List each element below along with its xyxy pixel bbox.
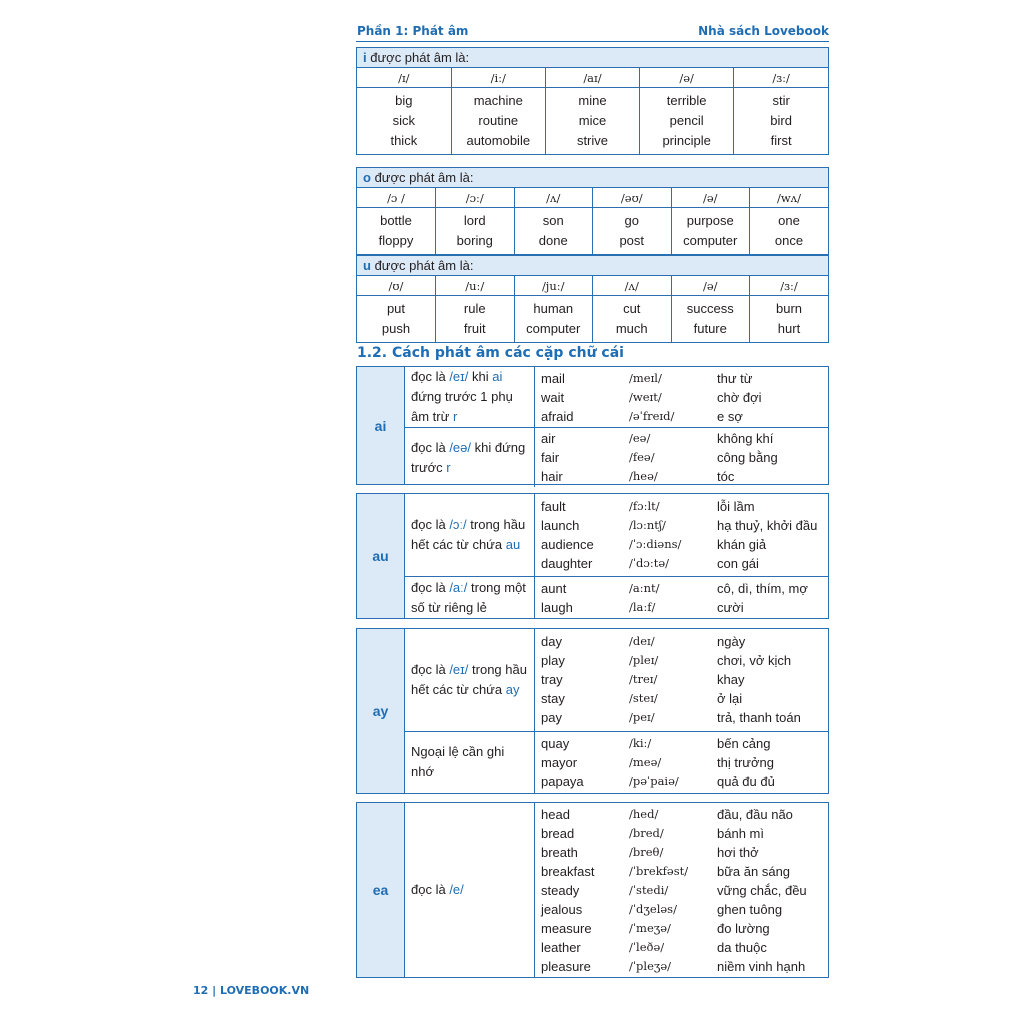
- vietnamese-meaning: chờ đợi: [717, 389, 762, 405]
- ipa-cell: /ɔ /: [357, 188, 436, 208]
- example-word: much: [615, 321, 648, 336]
- example-row: [541, 734, 828, 753]
- example-word: measure: [541, 920, 592, 936]
- example-row: [541, 862, 828, 881]
- ipa-row: [357, 276, 828, 296]
- ipa-transcription: /kiː/: [629, 735, 652, 750]
- example-word: success: [686, 301, 734, 316]
- example-row: [541, 516, 828, 535]
- ipa-transcription: /eə/: [629, 431, 651, 445]
- ipa-cell: /iː/: [451, 68, 545, 88]
- example-row: [541, 388, 828, 407]
- ipa-row: [357, 68, 828, 88]
- ipa-transcription: /steɪ/: [629, 691, 658, 706]
- example-row: [541, 407, 828, 426]
- word-cell: [436, 208, 515, 255]
- ipa-cell: /ə/: [671, 276, 750, 296]
- ipa-transcription: /əˈfreɪd/: [629, 408, 675, 423]
- word-cell: [640, 88, 734, 155]
- ipa-transcription: /pəˈpaiə/: [629, 773, 679, 788]
- vietnamese-meaning: khay: [717, 672, 745, 688]
- example-row: [541, 919, 828, 938]
- example-word: done: [538, 233, 568, 248]
- example-row: [541, 824, 828, 843]
- ipa-transcription: /ˈdʒeləs/: [629, 901, 677, 916]
- ipa-transcription: /peɪ/: [629, 710, 655, 725]
- example-word: air: [541, 431, 556, 446]
- rule-group: [405, 803, 828, 977]
- example-row: [541, 651, 828, 670]
- example-word: once: [774, 233, 804, 248]
- example-word: breakfast: [541, 863, 595, 879]
- vietnamese-meaning: da thuộc: [717, 939, 767, 955]
- pair-box-ai: [356, 366, 829, 485]
- example-list: [535, 577, 828, 618]
- ipa-cell: /aɪ/: [545, 68, 639, 88]
- example-word: wait: [541, 389, 565, 405]
- word-cell: [593, 208, 672, 255]
- pair-label: ea: [357, 803, 405, 977]
- example-row: [541, 753, 828, 772]
- example-row: [541, 598, 828, 617]
- word-cell: [734, 88, 828, 155]
- example-word: steady: [541, 882, 580, 898]
- example-word: go: [624, 213, 639, 228]
- example-word: afraid: [541, 408, 574, 424]
- word-cell: [545, 88, 639, 155]
- example-word: boring: [456, 233, 493, 248]
- ipa-transcription: /fɔːlt/: [629, 499, 660, 513]
- example-word: jealous: [541, 901, 583, 917]
- example-word: burn: [775, 301, 803, 316]
- example-word: mice: [578, 113, 607, 128]
- ipa-transcription: /lɔːntʃ/: [629, 518, 666, 532]
- example-word: hurt: [777, 321, 801, 336]
- example-row: [541, 843, 828, 862]
- example-word: launch: [541, 518, 580, 533]
- word-cell: [514, 296, 593, 343]
- ipa-transcription: /breθ/: [629, 844, 664, 859]
- ipa-transcription: /laːf/: [629, 599, 656, 614]
- example-list: [535, 629, 828, 731]
- example-word: pay: [541, 710, 562, 726]
- ipa-transcription: /ˈleðə/: [629, 939, 665, 954]
- vietnamese-meaning: chơi, vở kịch: [717, 653, 792, 669]
- example-word: bottle: [380, 213, 412, 228]
- ipa-transcription: /feə/: [629, 450, 655, 464]
- example-word: pleasure: [541, 958, 591, 974]
- example-word: lord: [463, 213, 486, 228]
- example-word: hair: [541, 469, 563, 484]
- vietnamese-meaning: bữa ăn sáng: [717, 863, 791, 879]
- word-cell: [593, 296, 672, 343]
- ipa-cell: /juː/: [514, 276, 593, 296]
- word-cell: [357, 88, 451, 155]
- ipa-transcription: /treɪ/: [629, 672, 658, 687]
- vietnamese-meaning: thư từ: [717, 370, 753, 386]
- example-row: [541, 497, 828, 516]
- vietnamese-meaning: vững chắc, đều: [717, 882, 807, 898]
- example-word: fair: [541, 450, 560, 465]
- pair-box-au: [356, 493, 829, 619]
- pronunciation-rule: đọc là /eɪ/ trong hầu hết các từ chứa ay: [405, 629, 535, 731]
- example-row: [541, 938, 828, 957]
- ipa-cell: /uː/: [436, 276, 515, 296]
- example-word: big: [395, 93, 413, 108]
- vietnamese-meaning: lỗi lầm: [717, 499, 755, 514]
- example-word: leather: [541, 939, 581, 955]
- page-footer: 12 | LOVEBOOK.VN: [193, 984, 310, 997]
- pair-label: ay: [357, 629, 405, 793]
- example-word: fault: [541, 499, 566, 514]
- example-word: mine: [578, 93, 607, 108]
- word-row: [357, 296, 828, 343]
- example-word: fruit: [463, 321, 486, 336]
- example-word: strive: [576, 133, 608, 148]
- vietnamese-meaning: ngày: [717, 634, 746, 650]
- pair-box-ea: [356, 802, 829, 978]
- example-word: head: [541, 806, 570, 822]
- example-word: principle: [662, 133, 711, 148]
- ipa-transcription: /pleɪ/: [629, 653, 659, 668]
- pair-label: ai: [357, 367, 405, 484]
- pronunciation-rule: đọc là /aː/ trong một số từ riêng lẻ: [405, 577, 535, 618]
- word-row: [357, 208, 828, 255]
- example-word: human: [533, 301, 574, 316]
- example-list: [535, 732, 828, 793]
- word-cell: [514, 208, 593, 255]
- example-row: [541, 689, 828, 708]
- ipa-cell: /ʌ/: [514, 188, 593, 208]
- word-row: [357, 88, 828, 155]
- ipa-cell: /əʊ/: [593, 188, 672, 208]
- ipa-transcription: /ˈbrekfəst/: [629, 863, 689, 878]
- vowel-letter: o: [363, 170, 371, 185]
- vietnamese-meaning: cười: [717, 599, 744, 615]
- ipa-cell: /ɜː/: [734, 68, 828, 88]
- ipa-cell: /wʌ/: [750, 188, 829, 208]
- ipa-cell: /ə/: [640, 68, 734, 88]
- word-cell: [671, 208, 750, 255]
- example-word: play: [541, 653, 565, 669]
- rule-group: [405, 367, 828, 427]
- example-word: machine: [473, 93, 523, 108]
- ipa-transcription: /heə/: [629, 469, 658, 483]
- example-word: pencil: [669, 113, 704, 128]
- example-word: son: [542, 213, 564, 228]
- example-word: cut: [623, 301, 641, 316]
- example-word: post: [619, 233, 645, 248]
- example-row: [541, 429, 828, 448]
- vowel-letter: i: [363, 50, 367, 65]
- vietnamese-meaning: bánh mì: [717, 825, 764, 841]
- example-row: [541, 579, 828, 598]
- pronunciation-rule: đọc là /eə/ khi đứng trước r: [405, 428, 535, 487]
- vietnamese-meaning: hơi thở: [717, 844, 759, 860]
- ipa-transcription: /hed/: [629, 806, 659, 821]
- ipa-transcription: /meə/: [629, 754, 662, 769]
- vietnamese-meaning: khán giả: [717, 537, 767, 552]
- example-word: sick: [392, 113, 416, 128]
- example-word: push: [381, 321, 411, 336]
- example-word: put: [386, 301, 406, 316]
- vowel-table-i: i được phát âm là: /ɪ/ /iː/ /aɪ/ /ə/ /ɜː/ big sick thick machine routine automobile mine mice strive terrible pencil principle stir bird first: [356, 47, 829, 155]
- example-word: future: [693, 321, 727, 336]
- example-word: stir: [772, 93, 790, 108]
- word-cell: [671, 296, 750, 343]
- ipa-transcription: /ˈɔːdiəns/: [629, 537, 682, 551]
- example-word: aunt: [541, 580, 567, 596]
- vietnamese-meaning: ở lại: [717, 691, 743, 707]
- example-word: floppy: [378, 233, 414, 248]
- example-word: daughter: [541, 556, 593, 571]
- example-word: bread: [541, 825, 575, 841]
- example-row: [541, 900, 828, 919]
- vietnamese-meaning: đo lường: [717, 920, 770, 936]
- ipa-row: [357, 188, 828, 208]
- vietnamese-meaning: tóc: [717, 469, 735, 484]
- example-word: day: [541, 634, 562, 650]
- ipa-transcription: /aːnt/: [629, 580, 660, 595]
- pronunciation-rule: đọc là /ɔː/ trong hầu hết các từ chứa au: [405, 494, 535, 576]
- example-word: routine: [478, 113, 519, 128]
- ipa-transcription: /ˈdɔːtə/: [629, 556, 670, 570]
- example-row: [541, 632, 828, 651]
- example-word: quay: [541, 735, 570, 751]
- example-word: thick: [390, 133, 418, 148]
- example-word: one: [778, 213, 800, 228]
- example-list: [535, 367, 828, 427]
- vietnamese-meaning: bến cảng: [717, 735, 771, 751]
- example-row: [541, 535, 828, 554]
- ipa-transcription: /ˈpleʒə/: [629, 958, 672, 973]
- ipa-cell: /ʊ/: [357, 276, 436, 296]
- vietnamese-meaning: quả đu đủ: [717, 773, 775, 789]
- word-cell: [451, 88, 545, 155]
- example-list: [535, 494, 828, 576]
- word-cell: [750, 208, 829, 255]
- example-word: breath: [541, 844, 578, 860]
- example-row: [541, 805, 828, 824]
- example-word: computer: [526, 321, 581, 336]
- example-row: [541, 772, 828, 791]
- example-word: terrible: [666, 93, 707, 108]
- ipa-transcription: /meɪl/: [629, 370, 662, 385]
- ipa-transcription: /weɪt/: [629, 389, 662, 404]
- example-row: [541, 670, 828, 689]
- word-cell: [357, 208, 436, 255]
- vietnamese-meaning: không khí: [717, 431, 774, 446]
- example-list: [535, 428, 828, 487]
- rule-group: [405, 494, 828, 576]
- example-word: mail: [541, 370, 565, 386]
- rule-group: [405, 576, 828, 618]
- example-row: [541, 708, 828, 727]
- ipa-cell: /ə/: [671, 188, 750, 208]
- rule-group: [405, 629, 828, 731]
- vietnamese-meaning: ghen tuông: [717, 901, 783, 917]
- ipa-transcription: /bred/: [629, 825, 664, 840]
- pronunciation-rule: đọc là /e/: [405, 803, 535, 977]
- vietnamese-meaning: niềm vinh hạnh: [717, 958, 806, 974]
- section-title: 1.2. Cách phát âm các cặp chữ cái: [357, 345, 624, 361]
- ipa-cell: /ɜː/: [750, 276, 829, 296]
- example-row: [541, 467, 828, 486]
- example-row: [541, 554, 828, 573]
- ipa-transcription: /ˈstedi/: [629, 882, 669, 897]
- vowel-letter: u: [363, 258, 371, 273]
- example-word: purpose: [686, 213, 734, 228]
- vietnamese-meaning: thị trưởng: [717, 754, 774, 770]
- ipa-cell: /ɔː/: [436, 188, 515, 208]
- rule-group: [405, 427, 828, 487]
- example-word: rule: [463, 301, 486, 316]
- ipa-cell: /ʌ/: [593, 276, 672, 296]
- running-header-right: Nhà sách Lovebook: [698, 24, 829, 38]
- vietnamese-meaning: trả, thanh toán: [717, 710, 801, 726]
- pair-label: au: [357, 494, 405, 618]
- pair-box-ay: [356, 628, 829, 794]
- example-word: mayor: [541, 754, 578, 770]
- example-word: audience: [541, 537, 594, 552]
- example-row: [541, 957, 828, 976]
- example-word: automobile: [466, 133, 531, 148]
- ipa-cell: /ɪ/: [357, 68, 451, 88]
- example-word: bird: [770, 113, 792, 128]
- ipa-transcription: /ˈmeʒə/: [629, 920, 671, 935]
- running-header-left: Phần 1: Phát âm: [357, 24, 469, 38]
- vietnamese-meaning: cô, dì, thím, mợ: [717, 580, 808, 596]
- ipa-transcription: /deɪ/: [629, 634, 655, 649]
- vietnamese-meaning: hạ thuỷ, khởi đầu: [717, 518, 818, 533]
- example-word: computer: [683, 233, 738, 248]
- example-list: [535, 803, 828, 977]
- example-word: stay: [541, 691, 565, 707]
- word-cell: [436, 296, 515, 343]
- pronunciation-rule: Ngoại lệ cần ghi nhớ: [405, 732, 535, 793]
- pronunciation-rule: đọc là /eɪ/ khi ai đứng trước 1 phụ âm trừ r: [405, 367, 535, 427]
- example-word: papaya: [541, 773, 584, 789]
- vietnamese-meaning: đầu, đầu não: [717, 806, 793, 822]
- vietnamese-meaning: công bằng: [717, 450, 778, 465]
- rule-group: [405, 731, 828, 793]
- example-row: [541, 369, 828, 388]
- vowel-table-o-u: o được phát âm là: /ɔ / /ɔː/ /ʌ/ /əʊ/ /ə/ /wʌ/ bottle floppy lord boring son done go post purpose computer one once u được phát âm là: /ʊ/ /uː/ /juː/ /ʌ/ /ə/ /ɜː/ put push rule fruit human computer cut much success future burn hurt: [356, 167, 829, 343]
- example-word: tray: [541, 672, 563, 688]
- header-rule: [356, 41, 829, 42]
- example-word: laugh: [541, 599, 573, 615]
- example-word: first: [770, 133, 792, 148]
- vietnamese-meaning: e sợ: [717, 408, 743, 424]
- word-cell: [357, 296, 436, 343]
- vietnamese-meaning: con gái: [717, 556, 759, 571]
- example-row: [541, 881, 828, 900]
- example-row: [541, 448, 828, 467]
- word-cell: [750, 296, 829, 343]
